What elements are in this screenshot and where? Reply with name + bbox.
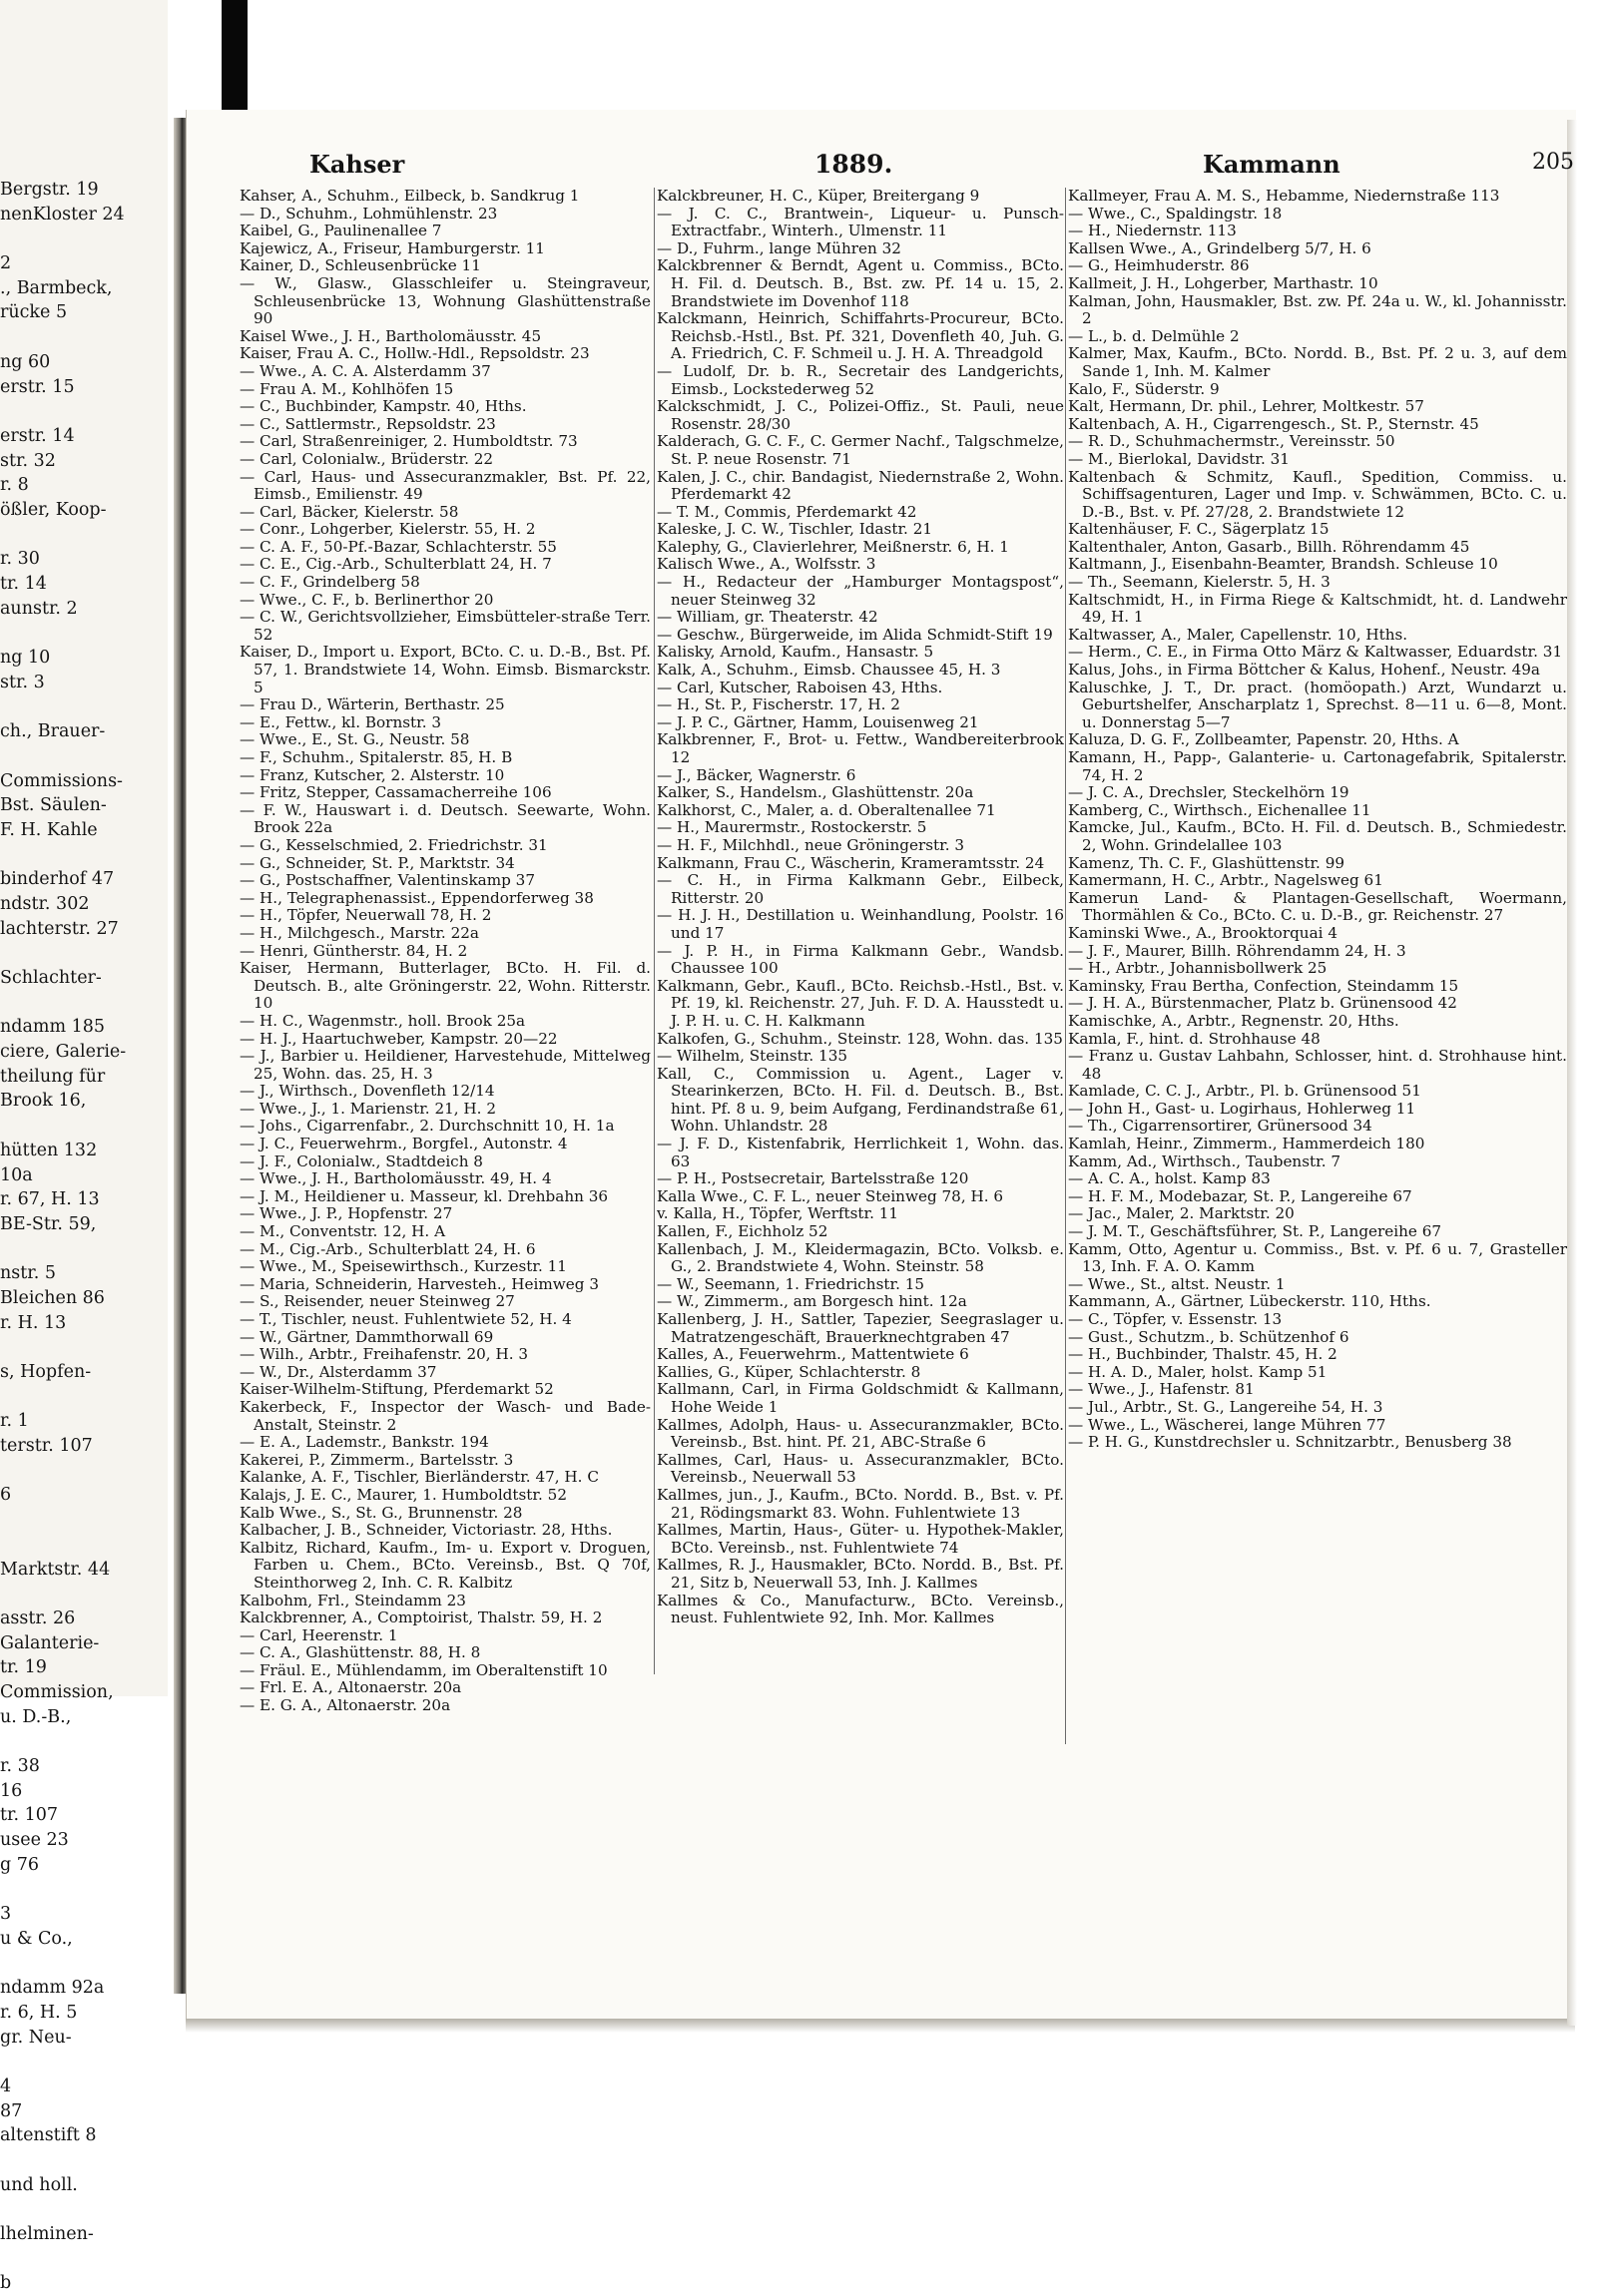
- directory-entry: Kamm, Ad., Wirthsch., Taubenstr. 7: [1068, 1151, 1341, 1170]
- left-fragment-line: r. 6, H. 5: [0, 2002, 78, 2023]
- directory-entry: Kalen, J. C., chir. Bandagist, Niedernstraße 2, Wohn. Pferdemarkt 42: [657, 467, 1064, 504]
- directory-entry: Kammann, A., Gärtner, Lübeckerstr. 110, Hths.: [1068, 1292, 1431, 1311]
- directory-entry: Kaminski Wwe., A., Brooktorquai 4: [1068, 923, 1337, 942]
- left-fragment-line: [0, 1459, 166, 1484]
- left-fragment-line: Marktstr. 44: [0, 1559, 111, 1580]
- directory-entry: — M., Cig.-Arb., Schulterblatt 24, H. 6: [240, 1239, 536, 1258]
- directory-entry: — D., Fuhrm., lange Mühren 32: [657, 238, 901, 257]
- directory-entry: v. Kalla, H., Töpfer, Werftstr. 11: [657, 1204, 899, 1223]
- left-fragment-line: ciere, Galerie-: [0, 1042, 127, 1063]
- directory-entry: — H., Redacteur der „Hamburger Montagspost“, neuer Steinweg 32: [657, 573, 1064, 609]
- directory-entry: Kallmann, Carl, in Firma Goldschmidt & Kallmann, Hohe Weide 1: [657, 1380, 1064, 1416]
- left-fragment-line: Commissions-: [0, 770, 123, 791]
- directory-entry: Kakerbeck, F., Inspector der Wasch- und Bade-Anstalt, Steinstr. 2: [240, 1397, 651, 1434]
- directory-entry: — Henri, Güntherstr. 84, H. 2: [240, 941, 468, 960]
- left-fragment-line: und holl.: [0, 2174, 78, 2195]
- directory-entry: Kallsen Wwe., A., Grindelberg 5/7, H. 6: [1068, 238, 1371, 257]
- directory-entry: — J. F. D., Kistenfabrik, Herrlichkeit 1, Wohn. das. 63: [657, 1135, 1064, 1170]
- directory-entry: Kall, C., Commission u. Agent., Lager v. Stearinkerzen, BCto. H. Fil. d. Deutsch. B., Bst. hint. Pf. 8 u. 9, beim Aufgang, Ferdinandstraße 61, Wohn. Uhlandstr. 28: [657, 1064, 1064, 1136]
- directory-entry: — T., Tischler, neust. Fuhlentwiete 52, H. 4: [240, 1310, 572, 1328]
- left-fragment-line: 2: [0, 253, 12, 274]
- directory-entry: — C. A., Glashüttenstr. 88, H. 8: [240, 1643, 481, 1662]
- directory-entry: Kalmer, Max, Kaufm., BCto. Nordd. B., Bst. Pf. 2 u. 3, auf dem Sande 1, Inh. M. Kalmer: [1068, 344, 1567, 380]
- directory-entry: Kalckbrenner, A., Comptoirist, Thalstr. 59, H. 2: [240, 1608, 603, 1627]
- directory-entry: — H., Niedernstr. 113: [1068, 222, 1237, 240]
- directory-entry: — J. F., Maurer, Billh. Röhrendamm 24, H. 3: [1068, 941, 1406, 960]
- directory-entry: — C. F., Grindelberg 58: [240, 573, 420, 592]
- directory-entry: — W., Zimmerm., am Borgesch hint. 12a: [657, 1292, 967, 1311]
- column-divider-1: [654, 188, 655, 1674]
- left-fragment-line: [0, 2050, 166, 2074]
- directory-entry: Kalman, John, Hausmakler, Bst. zw. Pf. 24a u. W., kl. Johannisstr. 2: [1068, 291, 1567, 328]
- left-fragment-line: Bleichen 86: [0, 1287, 105, 1308]
- directory-entry: Kallenberg, J. H., Sattler, Tapezier, Seegraslager u. Matratzengeschäft, Brauerknechtgraben 47: [657, 1310, 1064, 1346]
- left-fragment-line: terstr. 107: [0, 1436, 93, 1457]
- left-fragment-line: r. 30: [0, 549, 40, 570]
- directory-entry: — C. H., in Firma Kalkmann Gebr., Eilbeck, Ritterstr. 20: [657, 871, 1064, 907]
- directory-entry: Kalckmann, Heinrich, Schiffahrts-Procureur, BCto. Reichsb.-Hstl., Bst. Pf. 321, Dovenfleth 40, Juh. G. A. Friedrich, C. F. Schmeil u. J. H. A. Threadgold: [657, 309, 1064, 363]
- left-fragment-line: ch., Brauer-: [0, 721, 106, 742]
- directory-entry: Kalt, Hermann, Dr. phil., Lehrer, Moltkestr. 57: [1068, 397, 1424, 416]
- directory-entry: Kaltenbach & Schmitz, Kaufl., Spedition, Commiss. u. Schiffsagenturen, Lager und Imp. v. Schwämmen, BCto. C. u. D.-B., Bst. v. Pf. 27/28, 2. Brandstwiete 12: [1068, 467, 1567, 521]
- left-fragment-line: b: [0, 2273, 12, 2294]
- left-fragment-line: [0, 399, 166, 424]
- directory-entry: — P. H., Postsecretair, Bartelsstraße 120: [657, 1169, 969, 1188]
- directory-entry: — J. C. A., Drechsler, Steckelhörn 19: [1068, 783, 1349, 802]
- left-fragment-line: str. 32: [0, 450, 56, 471]
- left-fragment-line: Bst. Säulen-: [0, 795, 107, 816]
- left-fragment-line: tr. 107: [0, 1805, 59, 1826]
- directory-entry: Kamla, F., hint. d. Strohhause 48: [1068, 1029, 1321, 1048]
- directory-entry: — F. W., Hauswart i. d. Deutsch. Seewarte, Wohn. Brook 22a: [240, 800, 651, 837]
- directory-entry: — Maria, Schneiderin, Harvesteh., Heimweg 3: [240, 1274, 599, 1293]
- directory-entry: Kalderach, G. C. F., C. Germer Nachf., Talgschmelze, St. P. neue Rosenstr. 71: [657, 432, 1064, 468]
- directory-entry: — H., Maurermstr., Rostockerstr. 5: [657, 818, 927, 837]
- directory-entry: Kallies, G., Küper, Schlachterstr. 8: [657, 1362, 921, 1381]
- directory-entry: — Conr., Lohgerber, Kielerstr. 55, H. 2: [240, 520, 536, 539]
- directory-entry: Kamann, H., Papp-, Galanterie- u. Cartonagefabrik, Spitalerstr. 74, H. 2: [1068, 748, 1567, 784]
- directory-entry: — Wwe., L., Wäscherei, lange Mühren 77: [1068, 1415, 1386, 1434]
- directory-entry: — C., Buchbinder, Kampstr. 40, Hths.: [240, 397, 527, 416]
- directory-entry: Kallenbach, J. M., Kleidermagazin, BCto. Volksb. e. G., 2. Brandstwiete 4, Wohn. Steinstr. 58: [657, 1239, 1064, 1276]
- left-fragment-line: nenKloster 24: [0, 204, 125, 225]
- directory-entry: — H. A. D., Maler, holst. Kamp 51: [1068, 1362, 1328, 1381]
- directory-entry: Kaltenthaler, Anton, Gasarb., Billh. Röhrendamm 45: [1068, 537, 1470, 556]
- directory-entry: Kalajs, J. E. C., Maurer, 1. Humboldtstr. 52: [240, 1485, 567, 1504]
- left-fragment-line: lachterstr. 27: [0, 918, 119, 939]
- left-fragment-line: gr. Neu-: [0, 2027, 72, 2048]
- directory-entry: — G., Schneider, St. P., Marktstr. 34: [240, 853, 515, 872]
- directory-entry: Kaltmann, J., Eisenbahn-Beamter, Brandsh. Schleuse 10: [1068, 555, 1498, 574]
- left-fragment-line: rücke 5: [0, 302, 68, 323]
- left-fragment-line: r. H. 13: [0, 1312, 67, 1333]
- directory-entry: — J. H. A., Bürstenmacher, Platz b. Grünensood 42: [1068, 994, 1457, 1013]
- left-fragment-line: theilung für: [0, 1066, 106, 1087]
- directory-entry: Kallmes, R. J., Hausmakler, BCto. Nordd. B., Bst. Pf. 21, Sitz b, Neuerwall 53, Inh. J. Kallmes: [657, 1556, 1064, 1592]
- directory-entry: — Wwe., J. P., Hopfenstr. 27: [240, 1204, 453, 1223]
- left-fragment-line: [0, 325, 166, 350]
- left-page-text-fragments: [0, 178, 166, 2296]
- directory-entry: — E., Fettw., kl. Bornstr. 3: [240, 712, 442, 731]
- directory-entry: — R. D., Schuhmachermstr., Vereinsstr. 50: [1068, 432, 1395, 451]
- directory-entry: — H. J. H., Destillation u. Weinhandlung, Poolstr. 16 und 17: [657, 906, 1064, 942]
- directory-entry: — J. C., Feuerwehrm., Borgfel., Autonstr. 4: [240, 1135, 568, 1153]
- left-fragment-line: [0, 621, 166, 646]
- directory-entry: Kamberg, C., Wirthsch., Eichenallee 11: [1068, 800, 1371, 819]
- directory-entry: Kalkmann, Gebr., Kaufl., BCto. Reichsb.-Hstl., Bst. v. Pf. 19, kl. Reichenstr. 27, Juh. F. D. A. Hausstedt u. J. P. H. u. C. H. Kalkmann: [657, 976, 1064, 1030]
- left-fragment-line: F. H. Kahle: [0, 819, 98, 840]
- directory-entry: Kalla Wwe., C. F. L., neuer Steinweg 78, H. 6: [657, 1186, 1004, 1205]
- left-fragment-line: Schlachter-: [0, 968, 102, 988]
- directory-entry: Kalanke, A. F., Tischler, Bierländerstr. 47, H. C: [240, 1468, 599, 1487]
- left-fragment-line: 16: [0, 1780, 23, 1801]
- directory-entry: Kamlade, C. C. J., Arbtr., Pl. b. Grünensood 51: [1068, 1082, 1421, 1101]
- left-fragment-line: u. D.-B.,: [0, 1706, 72, 1727]
- left-fragment-line: Commission,: [0, 1681, 114, 1702]
- directory-entry: Kaiser, Hermann, Butterlager, BCto. H. Fil. d. Deutsch. B., alte Gröningerstr. 22, Wohn. Ritterstr. 10: [240, 959, 651, 1013]
- directory-entry: Kakerei, P., Zimmerm., Bartelsstr. 3: [240, 1450, 514, 1469]
- left-fragment-line: r. 8: [0, 475, 29, 496]
- directory-entry: Kaiser, Frau A. C., Hollw.-Hdl., Repsoldstr. 23: [240, 344, 590, 363]
- directory-entry: Kaiser, D., Import u. Export, BCto. C. u. D.-B., Bst. Pf. 57, 1. Brandstwiete 14, Wohn. Eimsb. Bismarckstr. 5: [240, 643, 651, 696]
- header-right-keyword: Kammann: [1203, 150, 1340, 179]
- directory-entry: — H., Töpfer, Neuerwall 78, H. 2: [240, 906, 492, 925]
- directory-entry: Kamenz, Th. C. F., Glashüttenstr. 99: [1068, 853, 1345, 872]
- directory-entry: — C. A. F., 50-Pf.-Bazar, Schlachterstr. 55: [240, 537, 557, 556]
- directory-entry: — J., Bäcker, Wagnerstr. 6: [657, 765, 856, 784]
- left-fragment-line: [0, 227, 166, 251]
- left-fragment-line: hütten 132: [0, 1140, 98, 1160]
- directory-entry: Kaltschmidt, H., in Firma Riege & Kaltschmidt, ht. d. Landwehr 49, H. 1: [1068, 590, 1567, 627]
- left-fragment-line: Galanterie-: [0, 1632, 100, 1653]
- left-fragment-line: [0, 1533, 166, 1558]
- left-fragment-line: [0, 2148, 166, 2173]
- left-fragment-line: [0, 1335, 166, 1360]
- directory-entry: — Th., Cigarrensortirer, Grünersood 34: [1068, 1117, 1372, 1136]
- directory-entry: — Herm., C. E., in Firma Otto März & Kaltwasser, Eduardstr. 31: [1068, 643, 1563, 662]
- directory-entry: — C., Töpfer, v. Essenstr. 13: [1068, 1310, 1283, 1328]
- directory-entry: Kalkhorst, C., Maler, a. d. Oberaltenallee 71: [657, 800, 996, 819]
- directory-entry: Kallmes, Adolph, Haus- u. Assecuranzmakler, BCto. Vereinsb., Bst. hint. Pf. 21, ABC-Straße 6: [657, 1415, 1064, 1452]
- page-number: 205: [1532, 150, 1574, 175]
- directory-entry: — Carl, Heerenstr. 1: [240, 1625, 398, 1644]
- directory-entry: — Fritz, Stepper, Cassamacherreihe 106: [240, 783, 552, 802]
- left-fragment-line: [0, 843, 166, 868]
- directory-entry: Kajewicz, A., Friseur, Hamburgerstr. 11: [240, 238, 545, 257]
- directory-entry: Kalbitz, Richard, Kaufm., Im- u. Export v. Droguen, Farben u. Chem., BCto. Vereinsb., Bst. Q 70f, Steinthorweg 2, Inh. C. R. Kalbitz: [240, 1538, 651, 1592]
- left-fragment-line: [0, 2197, 166, 2222]
- directory-entry: Kamerun Land- & Plantagen-Gesellschaft, Woermann, Thormählen & Co., BCto. C. u. D.-B., gr. Reichenstr. 27: [1068, 888, 1567, 925]
- directory-column-3: [1068, 188, 1567, 1904]
- directory-entry: — Fräul. E., Mühlendamm, im Oberaltenstift 10: [240, 1660, 608, 1679]
- left-fragment-line: s, Hopfen-: [0, 1362, 92, 1382]
- left-fragment-line: [0, 991, 166, 1016]
- directory-entry: Kalephy, G., Clavierlehrer, Meißnerstr. 6, H. 1: [657, 537, 1009, 556]
- directory-entry: — M., Conventstr. 12, H. A: [240, 1222, 446, 1241]
- directory-entry: Kalkofen, G., Schuhm., Steinstr. 128, Wohn. das. 135: [657, 1029, 1063, 1048]
- page-bottom-shadow: [186, 2019, 1575, 2033]
- directory-entry: — Wwe., J. H., Bartholomäusstr. 49, H. 4: [240, 1169, 552, 1188]
- left-fragment-line: [0, 1385, 166, 1410]
- directory-entry: — T. M., Commis, Pferdemarkt 42: [657, 502, 917, 521]
- directory-entry: — Wwe., E., St. G., Neustr. 58: [240, 730, 470, 749]
- directory-entry: Kaiser-Wilhelm-Stiftung, Pferdemarkt 52: [240, 1380, 554, 1399]
- directory-entry: Kalckbreuner, H. C., Küper, Breitergang 9: [657, 188, 980, 205]
- directory-entry: — John H., Gast- u. Logirhaus, Hohlerweg 11: [1068, 1099, 1416, 1118]
- directory-entry: — Wwe., C., Spaldingstr. 18: [1068, 204, 1283, 223]
- directory-entry: — Wilhelm, Steinstr. 135: [657, 1047, 848, 1066]
- directory-entry: — E. A., Lademstr., Bankstr. 194: [240, 1433, 489, 1452]
- directory-entry: — H., St. P., Fischerstr. 17, H. 2: [657, 695, 900, 714]
- directory-entry: Kaibel, G., Paulinenallee 7: [240, 222, 442, 240]
- left-fragment-line: r. 1: [0, 1411, 29, 1432]
- directory-column-2: [657, 188, 1064, 1884]
- directory-entry: — Wwe., J., Hafenstr. 81: [1068, 1380, 1255, 1399]
- directory-entry: — Carl, Colonialw., Brüderstr. 22: [240, 449, 494, 468]
- directory-entry: — Wwe., J., 1. Marienstr. 21, H. 2: [240, 1099, 496, 1118]
- directory-entry: Kalker, S., Handelsm., Glashüttenstr. 20a: [657, 783, 974, 802]
- directory-entry: Kalus, Johs., in Firma Böttcher & Kalus, Hohenf., Neustr. 49a: [1068, 661, 1540, 680]
- directory-entry: — Carl, Kutscher, Raboisen 43, Hths.: [657, 678, 943, 696]
- directory-entry: — G., Postschaffner, Valentinskamp 37: [240, 871, 535, 890]
- directory-entry: — Carl, Bäcker, Kielerstr. 58: [240, 502, 459, 521]
- directory-entry: — H. F., Milchhdl., neue Gröningerstr. 3: [657, 835, 965, 854]
- directory-entry: — W., Glasw., Glasschleifer u. Steingraveur, Schleusenbrücke 13, Wohnung Glashüttenstraße 90: [240, 273, 651, 328]
- directory-entry: Kaltwasser, A., Maler, Capellenstr. 10, Hths.: [1068, 625, 1408, 644]
- page-right-shadow: [1567, 120, 1577, 2026]
- directory-entry: — Wwe., A. C. A. Alsterdamm 37: [240, 361, 491, 380]
- directory-entry: — William, gr. Theaterstr. 42: [657, 608, 878, 627]
- directory-entry: — Franz, Kutscher, 2. Alsterstr. 10: [240, 765, 505, 784]
- directory-entry: — Jul., Arbtr., St. G., Langereihe 54, H. 3: [1068, 1397, 1383, 1416]
- directory-entry: — H., Telegraphenassist., Eppendorferweg 38: [240, 888, 594, 907]
- directory-entry: Kamcke, Jul., Kaufm., BCto. H. Fil. d. Deutsch. B., Schmiedestr. 2, Wohn. Grindelallee 103: [1068, 818, 1567, 854]
- left-fragment-line: [0, 694, 166, 719]
- directory-entry: — Gust., Schutzm., b. Schützenhof 6: [1068, 1327, 1349, 1346]
- left-fragment-line: ng 10: [0, 648, 51, 669]
- directory-entry: — J. M. T., Geschäftsführer, St. P., Langereihe 67: [1068, 1222, 1442, 1241]
- left-fragment-line: 3: [0, 1904, 12, 1925]
- left-fragment-line: aunstr. 2: [0, 598, 78, 619]
- directory-entry: Kallmeyer, Frau A. M. S., Hebamme, Niedernstraße 113: [1068, 188, 1500, 205]
- directory-entry: — J. M., Heildiener u. Masseur, kl. Drehbahn 36: [240, 1186, 609, 1205]
- directory-entry: Kallmes, Martin, Haus-, Güter- u. Hypothek-Makler, BCto. Vereinsb., nst. Fuhlentwiete 74: [657, 1521, 1064, 1557]
- left-fragment-line: [0, 1114, 166, 1139]
- directory-entry: — J. C. C., Brantwein-, Liqueur- u. Punsch-Extractfabr., Winterh., Ulmenstr. 11: [657, 204, 1064, 240]
- left-fragment-line: [0, 1729, 166, 1754]
- directory-column-1: [240, 188, 651, 1984]
- directory-entry: — Johs., Cigarrenfabr., 2. Durchschnitt 10, H. 1a: [240, 1117, 615, 1136]
- directory-entry: Kaluza, D. G. F., Zollbeamter, Papenstr. 20, Hths. A: [1068, 730, 1459, 749]
- directory-entry: — H., Arbtr., Johannisbollwerk 25: [1068, 959, 1328, 978]
- left-fragment-line: 87: [0, 2100, 23, 2121]
- left-fragment-line: lhelminen-: [0, 2224, 94, 2245]
- left-fragment-line: Brook 16,: [0, 1091, 87, 1112]
- left-fragment-line: u & Co.,: [0, 1928, 73, 1949]
- directory-entry: Kallmes, Carl, Haus- u. Assecuranzmakler, BCto. Vereinsb., Neuerwall 53: [657, 1450, 1064, 1487]
- left-fragment-line: binderhof 47: [0, 869, 115, 890]
- directory-entry: — D., Schuhm., Lohmühlenstr. 23: [240, 204, 498, 223]
- directory-entry: — Franz u. Gustav Lahbahn, Schlosser, hint. d. Strohhause hint. 48: [1068, 1047, 1567, 1083]
- directory-entry: — J. F., Colonialw., Stadtdeich 8: [240, 1151, 483, 1170]
- directory-entry: — P. H. G., Kunstdrechsler u. Schnitzarbtr., Benusberg 38: [1068, 1433, 1512, 1452]
- directory-entry: Kalckschmidt, J. C., Polizei-Offiz., St. Pauli, neue Rosenstr. 28/30: [657, 397, 1064, 433]
- directory-entry: Kalkbrenner, F., Brot- u. Fettw., Wandbereiterbrook 12: [657, 730, 1064, 766]
- directory-entry: — H. J., Haartuchweber, Kampstr. 20—22: [240, 1029, 558, 1048]
- column-divider-2: [1065, 188, 1066, 1744]
- directory-entry: — H., Buchbinder, Thalstr. 45, H. 2: [1068, 1345, 1337, 1364]
- directory-entry: Kalles, A., Feuerwehrm., Mattentwiete 6: [657, 1345, 969, 1364]
- directory-entry: Kainer, D., Schleusenbrücke 11: [240, 256, 481, 275]
- directory-entry: — E. G. A., Altonaerstr. 20a: [240, 1696, 451, 1715]
- directory-entry: — G., Kesselschmied, 2. Friedrichstr. 31: [240, 835, 548, 854]
- directory-entry: Kallmes, jun., J., Kaufm., BCto. Nordd. B., Bst. v. Pf. 21, Rödingsmarkt 83. Wohn. Fuhlentwiete 13: [657, 1485, 1064, 1522]
- left-fragment-line: ng 60: [0, 351, 51, 372]
- directory-entry: — J., Barbier u. Heildiener, Harvestehude, Mittelweg 25, Wohn. das. 25, H. 3: [240, 1047, 651, 1083]
- left-fragment-line: BE-Str. 59,: [0, 1213, 97, 1234]
- left-fragment-line: erstr. 14: [0, 425, 75, 446]
- directory-entry: — C. E., Cig.-Arb., Schulterblatt 24, H. 7: [240, 555, 552, 574]
- directory-entry: Kaluschke, J. T., Dr. pract. (homöopath.) Arzt, Wundarzt u. Geburtshelfer, Anscharplatz 1, Sprechst. 8—11 u. 6—8, Mont. u. Donnerstag 5—7: [1068, 678, 1567, 731]
- directory-entry: — C., Sattlermstr., Repsoldstr. 23: [240, 414, 496, 433]
- directory-entry: — S., Reisender, neuer Steinweg 27: [240, 1292, 515, 1311]
- header-left-keyword: Kahser: [309, 150, 405, 179]
- left-fragment-line: tr. 14: [0, 574, 47, 594]
- directory-entry: Kamischke, A., Arbtr., Regnenstr. 20, Hths.: [1068, 1011, 1399, 1030]
- left-fragment-line: Bergstr. 19: [0, 180, 99, 200]
- directory-entry: — G., Heimhuderstr. 86: [1068, 256, 1250, 275]
- directory-entry: — Wilh., Arbtr., Freihafenstr. 20, H. 3: [240, 1345, 529, 1364]
- left-fragment-line: [0, 1582, 166, 1607]
- left-fragment-line: [0, 941, 166, 966]
- directory-entry: Kalbohm, Frl., Steindamm 23: [240, 1591, 466, 1609]
- left-fragment-line: g 76: [0, 1854, 40, 1875]
- directory-entry: Kaleske, J. C. W., Tischler, Idastr. 21: [657, 520, 933, 539]
- left-fragment-line: asstr. 26: [0, 1607, 76, 1628]
- left-fragment-line: [0, 523, 166, 548]
- directory-entry: — F., Schuhm., Spitalerstr. 85, H. B: [240, 748, 513, 766]
- left-fragment-line: tr. 19: [0, 1657, 47, 1678]
- directory-entry: — H. C., Wagenmstr., holl. Brook 25a: [240, 1011, 526, 1030]
- left-fragment-line: 10a: [0, 1164, 33, 1185]
- directory-entry: — Wwe., C. F., b. Berlinerthor 20: [240, 590, 494, 609]
- left-fragment-line: altenstift 8: [0, 2125, 97, 2146]
- directory-entry: Kallmeit, J. H., Lohgerber, Marthastr. 10: [1068, 273, 1378, 292]
- directory-entry: — M., Bierlokal, Davidstr. 31: [1068, 449, 1290, 468]
- directory-entry: — Wwe., M., Speisewirthsch., Kurzestr. 11: [240, 1257, 567, 1276]
- left-fragment-line: 4: [0, 2075, 12, 2096]
- left-fragment-line: usee 23: [0, 1830, 69, 1851]
- directory-entry: — H. F. M., Modebazar, St. P., Langereihe 67: [1068, 1186, 1412, 1205]
- directory-entry: — W., Gärtner, Dammthorwall 69: [240, 1327, 494, 1346]
- directory-entry: — Carl, Straßenreiniger, 2. Humboldtstr. 73: [240, 432, 578, 451]
- left-fragment-line: ößler, Koop-: [0, 499, 107, 520]
- left-fragment-line: ndamm 185: [0, 1017, 106, 1038]
- directory-entry: Kamm, Otto, Agentur u. Commiss., Bst. v. Pf. 6 u. 7, Grasteller 13, Inh. F. A. O. Kamm: [1068, 1239, 1567, 1276]
- directory-entry: Kamlah, Heinr., Zimmerm., Hammerdeich 180: [1068, 1135, 1425, 1153]
- directory-entry: Kaltenbach, A. H., Cigarrengesch., St. P., Sternstr. 45: [1068, 414, 1479, 433]
- left-fragment-line: str. 3: [0, 672, 45, 692]
- directory-entry: — Frl. E. A., Altonaerstr. 20a: [240, 1678, 462, 1697]
- left-fragment-line: 6: [0, 1485, 12, 1506]
- directory-entry: Kaltenhäuser, F. C., Sägerplatz 15: [1068, 520, 1330, 539]
- left-fragment-line: ndamm 92a: [0, 1978, 105, 1999]
- left-fragment-line: r. 67, H. 13: [0, 1189, 100, 1210]
- directory-entry: — Th., Seemann, Kielerstr. 5, H. 3: [1068, 573, 1331, 592]
- directory-entry: Kalo, F., Süderstr. 9: [1068, 379, 1220, 398]
- directory-entry: — J. P. H., in Firma Kalkmann Gebr., Wandsb. Chaussee 100: [657, 941, 1064, 978]
- directory-entry: Kalkmann, Frau C., Wäscherin, Krameramtsstr. 24: [657, 853, 1045, 872]
- left-fragment-line: [0, 1237, 166, 1262]
- left-fragment-line: [0, 1952, 166, 1977]
- left-fragment-line: nstr. 5: [0, 1263, 56, 1284]
- directory-entry: — A. C. A., holst. Kamp 83: [1068, 1169, 1271, 1188]
- left-fragment-line: r. 38: [0, 1756, 40, 1776]
- directory-entry: — J., Wirthsch., Dovenfleth 12/14: [240, 1082, 495, 1101]
- directory-entry: Kaisel Wwe., J. H., Bartholomäusstr. 45: [240, 326, 542, 345]
- directory-entry: Kallmes & Co., Manufacturw., BCto. Vereinsb., neust. Fuhlentwiete 92, Inh. Mor. Kallmes: [657, 1591, 1064, 1627]
- directory-entry: Kalisky, Arnold, Kaufm., Hansastr. 5: [657, 643, 934, 662]
- directory-entry: — Geschw., Bürgerweide, im Alida Schmidt-Stift 19: [657, 625, 1053, 644]
- directory-entry: — Wwe., St., altst. Neustr. 1: [1068, 1274, 1286, 1293]
- directory-entry: — W., Dr., Alsterdamm 37: [240, 1362, 437, 1381]
- directory-entry: — L., b. d. Delmühle 2: [1068, 326, 1240, 345]
- left-fragment-line: [0, 2247, 166, 2272]
- left-fragment-line: [0, 744, 166, 769]
- left-fragment-line: [0, 1508, 166, 1533]
- directory-entry: Kallen, F., Eichholz 52: [657, 1222, 828, 1241]
- directory-entry: Kalk, A., Schuhm., Eimsb. Chaussee 45, H. 3: [657, 661, 1001, 680]
- directory-entry: Kalisch Wwe., A., Wolfsstr. 3: [657, 555, 876, 574]
- header-year: 1889.: [814, 150, 893, 179]
- directory-entry: — Frau D., Wärterin, Berthastr. 25: [240, 695, 505, 714]
- directory-entry: — Ludolf, Dr. b. R., Secretair des Landgerichts, Eimsb., Lockstederweg 52: [657, 361, 1064, 398]
- left-fragment-line: erstr. 15: [0, 376, 75, 397]
- directory-entry: — W., Seemann, 1. Friedrichstr. 15: [657, 1274, 925, 1293]
- directory-entry: — J. P. C., Gärtner, Hamm, Louisenweg 21: [657, 712, 979, 731]
- directory-entry: Kalb Wwe., S., St. G., Brunnenstr. 28: [240, 1503, 523, 1522]
- directory-entry: Kaminsky, Frau Bertha, Confection, Steindamm 15: [1068, 976, 1459, 995]
- directory-entry: Kahser, A., Schuhm., Eilbeck, b. Sandkrug 1: [240, 188, 580, 205]
- left-fragment-line: ., Barmbeck,: [0, 277, 113, 298]
- directory-entry: — Jac., Maler, 2. Marktstr. 20: [1068, 1204, 1295, 1223]
- directory-entry: Kalckbrenner & Berndt, Agent u. Commiss., BCto. H. Fil. d. Deutsch. B., Bst. zw. Pf. 14 u. 15, 2. Brandstwiete im Dovenhof 118: [657, 256, 1064, 310]
- left-fragment-line: ndstr. 302: [0, 893, 90, 914]
- directory-entry: Kamermann, H. C., Arbtr., Nagelsweg 61: [1068, 871, 1383, 890]
- directory-entry: — H., Milchgesch., Marstr. 22a: [240, 923, 479, 942]
- directory-entry: Kalbacher, J. B., Schneider, Victoriastr. 28, Hths.: [240, 1521, 613, 1540]
- directory-entry: — Frau A. M., Kohlhöfen 15: [240, 379, 454, 398]
- left-fragment-line: [0, 1877, 166, 1902]
- directory-entry: — C. W., Gerichtsvollzieher, Eimsbütteler-straße Terr. 52: [240, 608, 651, 644]
- directory-entry: — Carl, Haus- und Assecuranzmakler, Bst. Pf. 22, Eimsb., Emilienstr. 49: [240, 467, 651, 504]
